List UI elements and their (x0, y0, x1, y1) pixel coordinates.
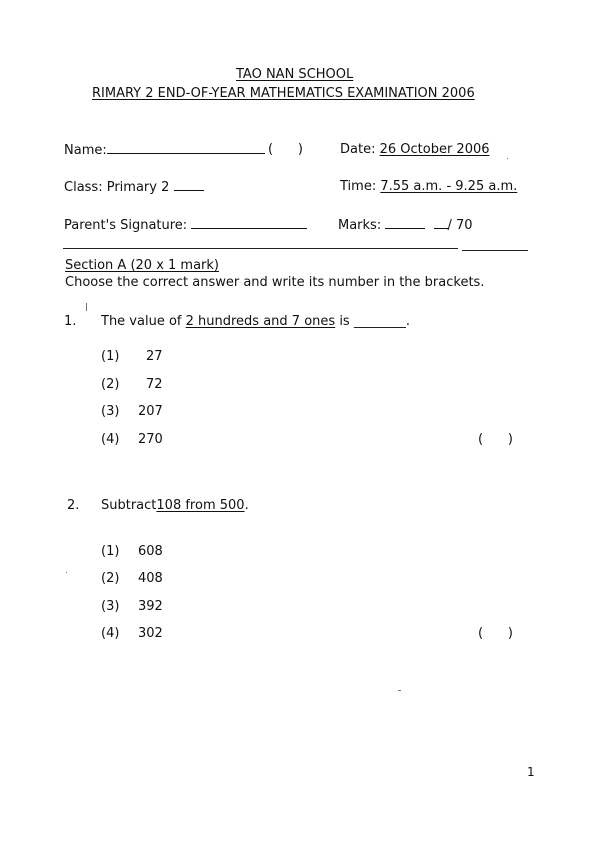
question-key-phrase: 2 hundreds and 7 ones (185, 314, 336, 329)
section-title: Section A (20 x 1 mark) (65, 258, 220, 273)
question-number: 1. (64, 314, 77, 329)
scan-speck (66, 572, 67, 573)
option-label: (4) (101, 432, 120, 447)
exam-title: RIMARY 2 END-OF-YEAR MATHEMATICS EXAMINATION 2006 (92, 86, 475, 101)
section-instruction: Choose the correct answer and write its number in the brackets. (65, 275, 485, 290)
marks-blank[interactable] (385, 217, 425, 229)
class-field: Class: Primary 2 (64, 179, 204, 195)
option-label: (3) (101, 404, 120, 419)
option-value: 72 (146, 377, 163, 392)
option-label: (2) (101, 377, 120, 392)
option-value: 302 (138, 626, 163, 641)
question-text: Subtract108 from 500. (101, 498, 249, 513)
option-label: (1) (101, 544, 120, 559)
option-label: (4) (101, 626, 120, 641)
school-name: TAO NAN SCHOOL (236, 67, 354, 82)
name-label: Name: (64, 142, 265, 158)
question-text: The value of 2 hundreds and 7 ones is ________. (101, 314, 410, 329)
option-value: 27 (146, 349, 163, 364)
separator-line (63, 248, 458, 249)
marks-score-blank[interactable] (434, 217, 448, 229)
time-value: 7.55 a.m. - 9.25 a.m. (380, 179, 518, 194)
question-key-phrase: 108 from 500 (156, 498, 245, 513)
question-number: 2. (67, 498, 80, 513)
separator-line-right (462, 250, 528, 251)
option-value: 392 (138, 599, 163, 614)
page-number: 1 (527, 765, 535, 779)
marks-field: Marks: / 70 (338, 218, 473, 233)
answer-bracket[interactable]: ( ) (478, 626, 513, 641)
option-value: 408 (138, 571, 163, 586)
name-blank[interactable] (107, 142, 265, 154)
scan-speck (507, 158, 508, 159)
answer-bracket[interactable]: ( ) (478, 432, 513, 447)
scan-speck (398, 690, 401, 691)
option-label: (2) (101, 571, 120, 586)
option-label: (1) (101, 349, 120, 364)
class-blank[interactable] (174, 179, 204, 191)
option-label: (3) (101, 599, 120, 614)
name-bracket: ( ) (268, 142, 303, 157)
parent-signature-blank[interactable] (191, 217, 307, 229)
scan-speck (86, 303, 87, 311)
option-value: 270 (138, 432, 163, 447)
date-value: 26 October 2006 (379, 142, 490, 157)
parent-signature-field: Parent's Signature: (64, 217, 307, 233)
date-field: Date: 26 October 2006 (340, 142, 490, 157)
option-value: 207 (138, 404, 163, 419)
option-value: 608 (138, 544, 163, 559)
time-field: Time: 7.55 a.m. - 9.25 a.m. (340, 179, 518, 194)
